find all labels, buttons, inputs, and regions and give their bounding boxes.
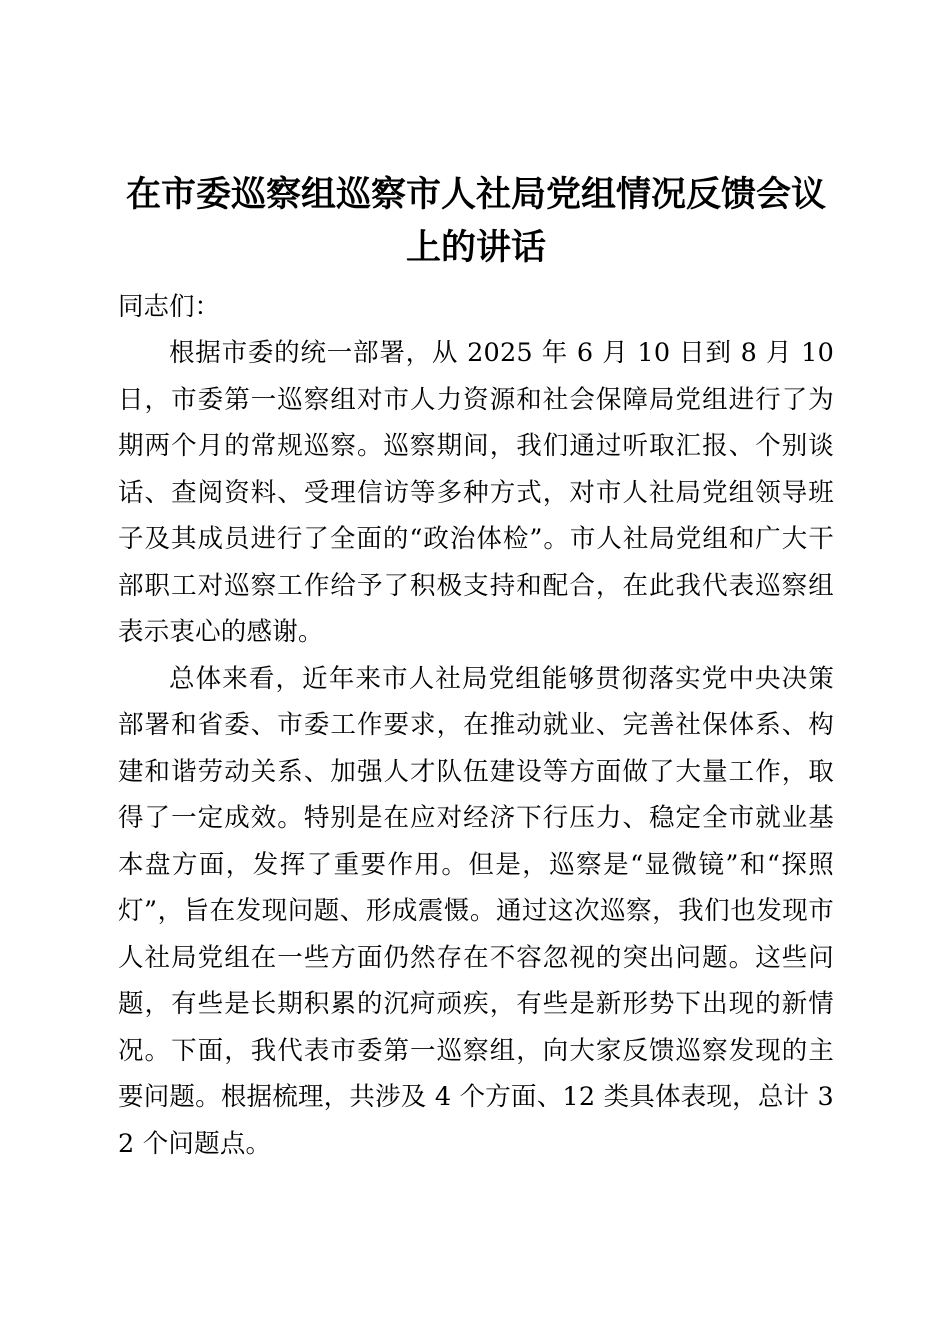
page-title: 在市委巡察组巡察市人社局党组情况反馈会议上的讲话 [125,174,826,268]
document-content [118,168,834,1167]
body-paragraph-1: 根据市委的统一部署，从 2025 年 6 月 10 日到 8 月 10 日，市委第一巡察组对市人力资源和社会保障局党组进行了为期两个月的常规巡察。巡察期间，我们通过听取汇报、个别谈话、查阅资料、受理信访等多种方式，对市人社局党组领导班子及其成员进行了全面的“政治体检”。市人社局党组和广大干部职工对巡察工作给予了积极支持和配合，在此我代表巡察组表示衷心的感谢。 [118,338,834,647]
salutation-line: 同志们： [118,292,221,322]
body-paragraph-2: 总体来看，近年来市人社局党组能够贯彻落实党中央决策部署和省委、市委工作要求，在推动就业、完善社保体系、构建和谐劳动关系、加强人才队伍建设等方面做了大量工作，取得了一定成效。特别是在应对经济下行压力、稳定全市就业基本盘方面，发挥了重要作用。但是，巡察是“显微镜”和“探照灯”，旨在发现问题、形成震慑。通过这次巡察，我们也发现市人社局党组在一些方面仍然存在不容忽视的突出问题。这些问题，有些是长期积累的沉疴顽疾，有些是新形势下出现的新情况。下面，我代表市委第一巡察组，向大家反馈巡察发现的主要问题。根据梳理，共涉及 4 个方面、12 类具体表现，总计 32 个问题点。 [118,663,834,1159]
